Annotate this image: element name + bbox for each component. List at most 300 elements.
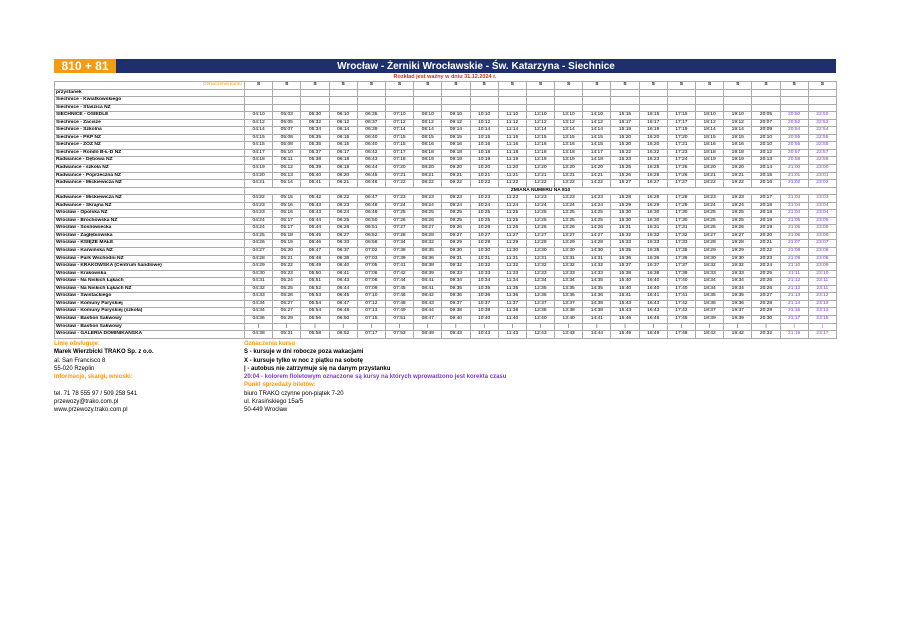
- departure-time: 09:33: [442, 270, 470, 278]
- departure-time: 06:37: [357, 119, 385, 127]
- departure-time: 14:24: [583, 202, 611, 210]
- departure-time: 10:22: [470, 180, 498, 188]
- departure-time: 05:45: [301, 232, 329, 240]
- departure-time: 17:38: [667, 270, 695, 278]
- departure-time: 05:30: [301, 112, 329, 120]
- departure-time: 11:29: [498, 240, 526, 248]
- departure-time: |: [780, 323, 808, 331]
- departure-time: 15:28: [611, 195, 639, 203]
- table-row: [55, 104, 837, 112]
- departure-time: 17:41: [667, 293, 695, 301]
- departure-time: 06:10: [329, 112, 357, 120]
- departure-time: 11:20: [498, 165, 526, 173]
- departure-time: 23:00: [808, 165, 836, 173]
- course-mark: S: [639, 82, 667, 90]
- stop-name: Radwanice - Skrajna NŻ: [55, 202, 245, 210]
- departure-time: 19:30: [724, 255, 752, 263]
- departure-time: 15:27: [611, 180, 639, 188]
- departure-time: 18:42: [696, 331, 724, 339]
- departure-time: 12:15: [526, 134, 554, 142]
- departure-time: 07:05: [357, 263, 385, 271]
- departure-time: 06:43: [357, 157, 385, 165]
- departure-time: 11:36: [498, 293, 526, 301]
- departure-time: 15:22: [611, 149, 639, 157]
- departure-time: 15:31: [611, 225, 639, 233]
- course-mark: S: [273, 82, 301, 90]
- departure-time: 12:16: [526, 142, 554, 150]
- departure-time: 07:15: [385, 142, 413, 150]
- departure-time: 21:00: [780, 165, 808, 173]
- departure-time: 11:31: [498, 255, 526, 263]
- departure-time: 11:18: [498, 149, 526, 157]
- departure-time: 20:14: [752, 165, 780, 173]
- departure-time: 17:37: [667, 263, 695, 271]
- departure-time: 05:34: [301, 127, 329, 135]
- departure-time: 08:10: [414, 112, 442, 120]
- info-label: Informacje, skargi, wnioski:: [54, 374, 133, 381]
- departure-time: 05:21: [273, 255, 301, 263]
- departure-time: 20:54: [780, 127, 808, 135]
- departure-time: |: [526, 323, 554, 331]
- departure-time: 17:36: [667, 255, 695, 263]
- departure-time: 15:38: [611, 270, 639, 278]
- departure-time: 18:25: [696, 217, 724, 225]
- departure-time: 21:17: [780, 315, 808, 323]
- departure-time: 06:35: [357, 112, 385, 120]
- departure-time: 07:49: [385, 308, 413, 316]
- departure-time: 20:55: [780, 142, 808, 150]
- departure-time: 09:25: [442, 217, 470, 225]
- departure-time: 15:40: [611, 278, 639, 286]
- departure-time: 07:14: [385, 127, 413, 135]
- departure-time: 10:33: [470, 270, 498, 278]
- departure-time: 23:09: [808, 263, 836, 271]
- departure-time: 20:15: [752, 172, 780, 180]
- departure-time: 20:26: [752, 285, 780, 293]
- departure-time: 07:15: [385, 134, 413, 142]
- table-row: [55, 331, 837, 339]
- table-row: [55, 180, 837, 188]
- departure-time: |: [583, 323, 611, 331]
- departure-time: 10:12: [470, 119, 498, 127]
- departure-time: 16:37: [639, 263, 667, 271]
- departure-time: 04:34: [245, 308, 273, 316]
- stop-name: Wrocław - Świstackiego: [55, 293, 245, 301]
- departure-time: 04:23: [245, 202, 273, 210]
- departure-time: 20:07: [752, 119, 780, 127]
- departure-time: 18:24: [696, 202, 724, 210]
- stop-name: Radwanice - Dębowa NŻ: [55, 157, 245, 165]
- departure-time: 11:26: [498, 225, 526, 233]
- departure-time: 09:19: [442, 157, 470, 165]
- departure-time: 18:29: [696, 248, 724, 256]
- departure-time: 09:12: [442, 119, 470, 127]
- timetable: [54, 81, 837, 339]
- departure-time: [555, 104, 583, 112]
- departure-time: 08:38: [414, 263, 442, 271]
- departure-time: |: [301, 323, 329, 331]
- operator-label: Linię obsługuje:: [54, 341, 100, 347]
- departure-time: 20:05: [752, 112, 780, 120]
- departure-time: 11:22: [498, 180, 526, 188]
- validity-note: Rozkład jest ważny w dniu 31.12.2024 r.: [393, 74, 497, 80]
- departure-time: 19:36: [724, 300, 752, 308]
- departure-time: 07:10: [357, 293, 385, 301]
- departure-time: 21:08: [780, 248, 808, 256]
- departure-time: 18:26: [696, 225, 724, 233]
- departure-time: [555, 97, 583, 105]
- departure-time: 21:02: [780, 180, 808, 188]
- stop-name: Wrocław - Bastion Sakwowy: [55, 315, 245, 323]
- table-row: [55, 300, 837, 308]
- empty-cell: [442, 89, 470, 97]
- departure-time: 17:45: [667, 315, 695, 323]
- departure-time: 05:37: [301, 149, 329, 157]
- departure-time: [808, 97, 836, 105]
- departure-time: 18:25: [696, 210, 724, 218]
- departure-time: 20:21: [752, 240, 780, 248]
- departure-time: |: [414, 323, 442, 331]
- departure-time: 06:43: [329, 278, 357, 286]
- operator-email[interactable]: przewozy@trako.com.pl: [54, 399, 119, 406]
- departure-time: 11:25: [498, 210, 526, 218]
- empty-cell: [301, 89, 329, 97]
- departure-time: 20:28: [752, 308, 780, 316]
- departure-time: 08:23: [414, 195, 442, 203]
- departure-time: 08:42: [414, 293, 442, 301]
- departure-time: 20:50: [780, 112, 808, 120]
- departure-time: 04:19: [245, 165, 273, 173]
- departure-time: 17:17: [667, 119, 695, 127]
- departure-time: 11:25: [498, 217, 526, 225]
- departure-time: 09:25: [442, 210, 470, 218]
- departure-time: 15:23: [611, 157, 639, 165]
- departure-time: [583, 97, 611, 105]
- stop-name: Radwanice - Mickiewicza NŻ: [55, 195, 245, 203]
- departure-time: 08:41: [414, 278, 442, 286]
- departure-time: 15:40: [611, 285, 639, 293]
- departure-time: [329, 97, 357, 105]
- departure-time: 10:23: [470, 195, 498, 203]
- departure-time: 20:09: [752, 127, 780, 135]
- departure-time: 08:44: [414, 308, 442, 316]
- departure-time: 21:19: [780, 331, 808, 339]
- departure-time: 16:20: [639, 142, 667, 150]
- departure-time: 21:12: [780, 285, 808, 293]
- departure-time: 13:38: [555, 308, 583, 316]
- departure-time: [696, 104, 724, 112]
- departure-time: 20:58: [780, 157, 808, 165]
- departure-time: 15:32: [611, 232, 639, 240]
- stop-name: Radwanice - Mickiewicza NŻ: [55, 180, 245, 188]
- departure-time: 23:04: [808, 210, 836, 218]
- table-row: [55, 285, 837, 293]
- departure-time: 21:10: [780, 263, 808, 271]
- departure-time: 20:30: [752, 315, 780, 323]
- departure-time: 21:11: [780, 270, 808, 278]
- departure-time: 07:08: [357, 278, 385, 286]
- departure-time: 05:32: [301, 119, 329, 127]
- table-row: [55, 240, 837, 248]
- operator-phone: tel. 71 78 555 97 / 509 258 541: [54, 390, 138, 397]
- departure-time: 06:15: [329, 142, 357, 150]
- departure-time: 11:43: [498, 331, 526, 339]
- departure-time: 18:32: [696, 263, 724, 271]
- course-mark: S: [329, 82, 357, 90]
- empty-cell: [329, 89, 357, 97]
- departure-time: [498, 104, 526, 112]
- departure-time: 07:46: [385, 293, 413, 301]
- departure-time: 04:33: [245, 293, 273, 301]
- departure-time: 05:51: [301, 278, 329, 286]
- departure-time: 14:23: [583, 195, 611, 203]
- departure-time: 08:15: [414, 134, 442, 142]
- departure-time: 04:30: [245, 270, 273, 278]
- departure-time: 10:36: [470, 293, 498, 301]
- departure-time: 07:10: [385, 112, 413, 120]
- departure-time: 13:23: [555, 195, 583, 203]
- departure-time: 09:21: [442, 172, 470, 180]
- departure-time: 17:20: [667, 134, 695, 142]
- operator-website[interactable]: www.przewozy.trako.com.pl: [54, 407, 128, 414]
- departure-time: 08:41: [414, 285, 442, 293]
- departure-time: 10:29: [470, 240, 498, 248]
- departure-time: 13:29: [555, 240, 583, 248]
- departure-time: 20:18: [752, 210, 780, 218]
- departure-time: 12:21: [526, 172, 554, 180]
- departure-time: 23:13: [808, 300, 836, 308]
- departure-time: 17:33: [667, 240, 695, 248]
- departure-time: 23:10: [808, 270, 836, 278]
- departure-time: 05:43: [301, 202, 329, 210]
- departure-time: |: [752, 323, 780, 331]
- departure-time: 23:05: [808, 225, 836, 233]
- departure-time: 19:33: [724, 270, 752, 278]
- departure-time: 11:19: [498, 157, 526, 165]
- departure-time: 17:48: [667, 331, 695, 339]
- departure-time: [273, 104, 301, 112]
- departure-time: 06:19: [329, 165, 357, 173]
- departure-time: 04:20: [245, 172, 273, 180]
- departure-time: 06:26: [329, 225, 357, 233]
- sales-line1: biuro TRAKO czynne pon-piątek 7-20: [244, 390, 344, 397]
- stop-name: Siechnice - Kwiatkowskiego: [55, 97, 245, 105]
- departure-time: 20:32: [752, 331, 780, 339]
- departure-time: 07:12: [357, 300, 385, 308]
- departure-time: 07:17: [385, 149, 413, 157]
- departure-time: 06:40: [357, 142, 385, 150]
- departure-time: 22:58: [808, 157, 836, 165]
- departure-time: 16:17: [639, 119, 667, 127]
- departure-time: 22:50: [808, 112, 836, 120]
- departure-time: 07:34: [385, 240, 413, 248]
- departure-time: 19:39: [724, 315, 752, 323]
- course-mark: S: [498, 82, 526, 90]
- departure-time: 23:13: [808, 308, 836, 316]
- departure-time: 04:24: [245, 217, 273, 225]
- departure-time: 18:30: [696, 255, 724, 263]
- table-row: [55, 323, 837, 331]
- departure-time: 17:42: [667, 300, 695, 308]
- departure-time: [667, 97, 695, 105]
- stop-name: Wrocław - Opolska NŻ: [55, 210, 245, 218]
- departure-time: 05:18: [273, 232, 301, 240]
- departure-time: 05:24: [273, 278, 301, 286]
- departure-time: 10:30: [470, 248, 498, 256]
- course-mark: S: [414, 82, 442, 90]
- departure-time: 17:15: [667, 112, 695, 120]
- course-mark: S: [583, 82, 611, 90]
- departure-time: 17:35: [667, 248, 695, 256]
- departure-time: 23:12: [808, 293, 836, 301]
- empty-cell: [470, 89, 498, 97]
- departure-time: 10:21: [470, 172, 498, 180]
- departure-time: 13:19: [555, 157, 583, 165]
- departure-time: 11:23: [498, 195, 526, 203]
- departure-time: 15:43: [611, 308, 639, 316]
- departure-time: 06:18: [329, 157, 357, 165]
- table-row: [55, 255, 837, 263]
- departure-time: 05:54: [301, 308, 329, 316]
- departure-time: 07:39: [385, 255, 413, 263]
- departure-time: 14:27: [583, 232, 611, 240]
- departure-time: 20:17: [752, 195, 780, 203]
- departure-time: 10:34: [470, 278, 498, 286]
- departure-time: |: [357, 323, 385, 331]
- departure-time: 13:15: [555, 134, 583, 142]
- departure-time: 05:44: [301, 225, 329, 233]
- departure-time: 06:42: [357, 149, 385, 157]
- stop-name: Siechnice - Zacisze: [55, 119, 245, 127]
- departure-time: [526, 104, 554, 112]
- departure-time: 05:58: [301, 331, 329, 339]
- empty-cell: [639, 89, 667, 97]
- departure-time: 06:47: [357, 195, 385, 203]
- table-row: [55, 195, 837, 203]
- departure-time: [245, 97, 273, 105]
- departure-time: [329, 104, 357, 112]
- departure-time: 15:20: [611, 142, 639, 150]
- departure-time: 08:36: [414, 255, 442, 263]
- departure-time: 14:22: [583, 180, 611, 188]
- empty-cell: [498, 89, 526, 97]
- departure-time: 22:55: [808, 142, 836, 150]
- departure-time: |: [498, 323, 526, 331]
- departure-time: 11:16: [498, 142, 526, 150]
- departure-time: 21:12: [780, 278, 808, 286]
- stop-name: Wrocław - Karwińska NŻ: [55, 248, 245, 256]
- stop-name: Wrocław - GALERIA DOMINIKAŃSKA: [55, 331, 245, 339]
- departure-time: 11:27: [498, 232, 526, 240]
- stop-name: Siechnice - Rondo B-Ł-D NŻ: [55, 149, 245, 157]
- departure-time: [470, 104, 498, 112]
- departure-time: |: [808, 323, 836, 331]
- departure-time: 05:05: [273, 119, 301, 127]
- departure-time: 08:18: [414, 149, 442, 157]
- departure-time: 09:35: [442, 285, 470, 293]
- departure-time: 05:03: [273, 112, 301, 120]
- departure-time: 10:25: [470, 210, 498, 218]
- departure-time: 11:14: [498, 127, 526, 135]
- departure-time: 19:34: [724, 285, 752, 293]
- departure-time: 13:27: [555, 232, 583, 240]
- table-row: [55, 149, 837, 157]
- departure-time: 17:42: [667, 308, 695, 316]
- departure-time: 21:06: [780, 232, 808, 240]
- departure-time: 07:15: [357, 315, 385, 323]
- departure-time: |: [245, 323, 273, 331]
- departure-time: 16:43: [639, 308, 667, 316]
- departure-time: 12:23: [526, 195, 554, 203]
- departure-time: [639, 97, 667, 105]
- departure-time: 14:44: [583, 331, 611, 339]
- departure-time: 17:19: [667, 127, 695, 135]
- operator-address-line1: al. San Francisco 8: [54, 357, 106, 364]
- departure-time: 09:26: [442, 225, 470, 233]
- departure-time: [724, 104, 752, 112]
- departure-time: 11:10: [498, 112, 526, 120]
- departure-time: 04:27: [245, 248, 273, 256]
- departure-time: 19:26: [724, 225, 752, 233]
- number-change-row: [55, 187, 837, 195]
- departure-time: 04:10: [245, 112, 273, 120]
- departure-time: 21:05: [780, 225, 808, 233]
- departure-time: 07:28: [385, 232, 413, 240]
- table-row: [55, 157, 837, 165]
- course-mark: S: [357, 82, 385, 90]
- departure-time: [724, 97, 752, 105]
- departure-time: 08:24: [414, 202, 442, 210]
- departure-time: 23:15: [808, 315, 836, 323]
- departure-time: 17:30: [667, 217, 695, 225]
- departure-time: 05:49: [301, 263, 329, 271]
- departure-time: 07:09: [357, 285, 385, 293]
- departure-time: 08:35: [414, 248, 442, 256]
- departure-time: 16:32: [639, 232, 667, 240]
- departure-time: 06:21: [329, 180, 357, 188]
- departure-time: [273, 97, 301, 105]
- departure-time: 18:34: [696, 285, 724, 293]
- table-row: [55, 263, 837, 271]
- departure-time: 11:30: [498, 248, 526, 256]
- departure-time: 08:21: [414, 172, 442, 180]
- departure-time: 12:20: [526, 165, 554, 173]
- departure-time: 11:24: [498, 202, 526, 210]
- departure-time: |: [385, 323, 413, 331]
- departure-time: 06:44: [357, 165, 385, 173]
- departure-time: 09:24: [442, 202, 470, 210]
- departure-time: 12:10: [526, 112, 554, 120]
- departure-time: 19:34: [724, 278, 752, 286]
- sales-line3: 50-449 Wrocław: [244, 407, 288, 414]
- departure-time: 11:15: [498, 134, 526, 142]
- departure-time: 09:43: [442, 331, 470, 339]
- departure-time: 08:47: [414, 315, 442, 323]
- departure-time: 13:26: [555, 225, 583, 233]
- departure-time: 09:34: [442, 278, 470, 286]
- departure-time: 21:01: [780, 172, 808, 180]
- departure-time: 09:29: [442, 240, 470, 248]
- departure-time: 12:38: [526, 308, 554, 316]
- departure-time: 20:24: [752, 263, 780, 271]
- departure-time: 14:30: [583, 248, 611, 256]
- departure-time: 05:20: [273, 248, 301, 256]
- sales-label: Punkt sprzedaży biletów:: [244, 382, 316, 389]
- departure-time: 17:31: [667, 225, 695, 233]
- legend-x: X - kursuje tylko w noc z piątku na sobotę: [244, 357, 364, 364]
- departure-time: 15:37: [611, 263, 639, 271]
- departure-time: 16:46: [639, 315, 667, 323]
